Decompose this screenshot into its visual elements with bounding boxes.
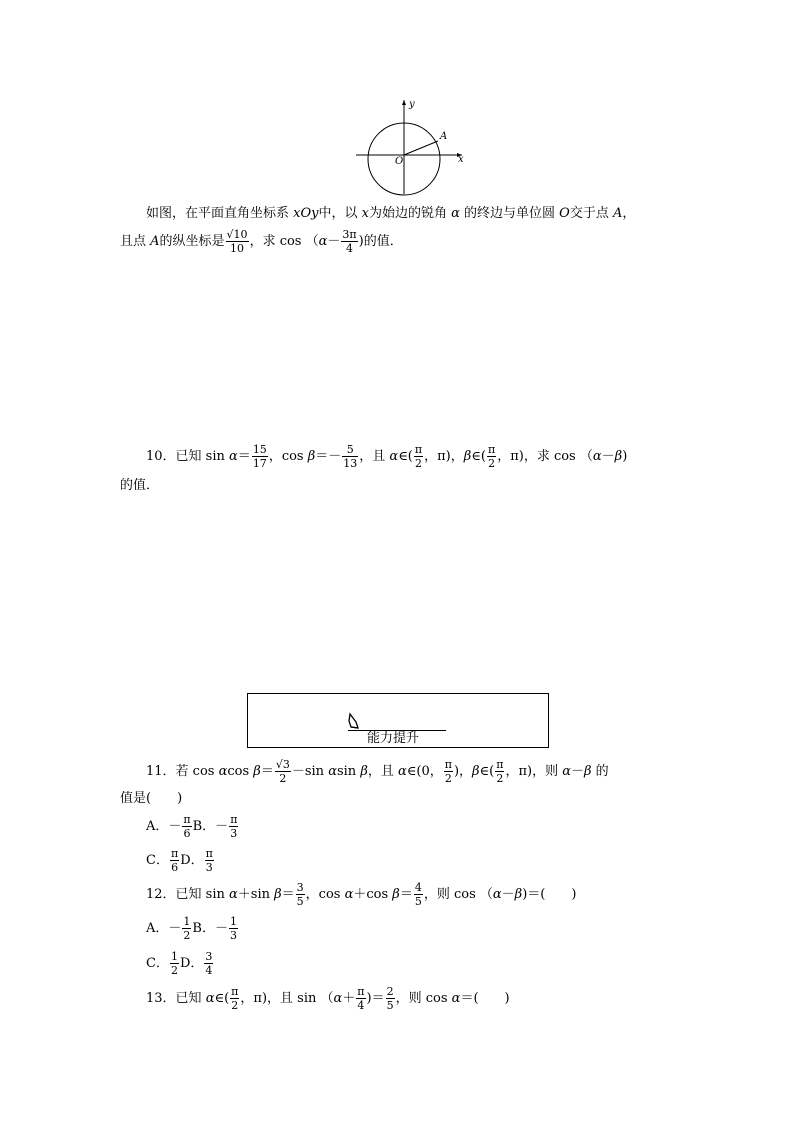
var-alpha: α [333, 991, 343, 1006]
fraction: $\frac{\pi}{2}$ [487, 443, 496, 470]
problem12-options-ab [146, 915, 239, 942]
text: ＝ [237, 449, 251, 464]
option-c-label: C． [146, 853, 169, 868]
var-a: A [612, 206, 623, 221]
text: ，求 cos （ [249, 234, 319, 249]
text: ， [622, 206, 636, 221]
fraction: $\frac{1}{3}$ [229, 915, 237, 942]
var-alpha: α [328, 764, 337, 779]
fraction: $\frac{15}{17}$ [252, 443, 267, 470]
fraction: $\frac{\pi}{3}$ [205, 847, 213, 874]
text: 的终边与单位圆 [459, 206, 560, 221]
var-alpha: α [229, 887, 238, 902]
text: ，π)，且 sin （ [240, 991, 334, 1006]
problem9-line2 [120, 228, 403, 255]
text: 如图，在平面直角坐标系 [146, 206, 294, 221]
problem11-line2: 值是( ) [120, 791, 183, 806]
origin-label: O [395, 156, 404, 167]
var-alpha: α [318, 234, 328, 249]
y-axis-arrow [402, 100, 406, 105]
fraction: $\frac{√3}{2}$ [275, 758, 290, 785]
text: 且点 [120, 234, 151, 249]
text: ＝ [399, 887, 413, 902]
text: ∈(0， [406, 764, 443, 779]
option-d-label: D． [180, 853, 204, 868]
fraction: $\frac{√10}{10}$ [226, 228, 248, 255]
fraction: $\frac{\pi}{3}$ [230, 813, 238, 840]
var-alpha: α [218, 764, 228, 779]
text: )的值． [358, 234, 403, 249]
text: － [501, 887, 515, 902]
fraction: $\frac{\pi}{2}$ [414, 443, 423, 470]
fraction: $\frac{3\pi}{4}$ [342, 228, 357, 255]
fraction: $\frac{3}{5}$ [296, 881, 304, 908]
text: ，π)，求 cos （ [497, 449, 593, 464]
text: ) [622, 449, 628, 464]
problem10-line1 [146, 443, 627, 470]
point-a-label: A [440, 131, 448, 142]
problem11-options-cd [146, 847, 215, 874]
text: ∈( [398, 449, 413, 464]
text: 中，以 [318, 206, 362, 221]
text: ＝ [260, 764, 274, 779]
text: ，且 [359, 449, 390, 464]
banner-title: 能力提升 [367, 731, 420, 746]
text: －sin [291, 764, 329, 779]
fraction: $\frac{\pi}{6}$ [170, 847, 179, 874]
fraction: $\frac{4}{5}$ [414, 881, 422, 908]
text: 12．已知 sin [146, 887, 230, 902]
text: ，且 [367, 764, 398, 779]
fraction: $\frac{5}{13}$ [343, 443, 358, 470]
option-c-label: C． [146, 956, 169, 971]
terminal-side [404, 141, 438, 155]
var-beta: β [360, 764, 368, 779]
text: )＝( ) [522, 887, 577, 902]
fraction: $\frac{\pi}{6}$ [183, 813, 191, 840]
problem10-line2: 的值． [120, 478, 160, 493]
var-beta: β [307, 449, 316, 464]
text: ＋sin [237, 887, 275, 902]
text: 11．若 cos [146, 764, 219, 779]
text: )， [453, 764, 473, 779]
fraction: $\frac{1}{2}$ [170, 950, 178, 977]
y-label: y [409, 99, 415, 110]
var-a: A [150, 234, 160, 249]
text: ＝－ [315, 449, 342, 464]
text: ，cos [268, 449, 308, 464]
var-beta: β [614, 449, 623, 464]
fraction: $\frac{2}{5}$ [386, 985, 394, 1012]
text: ∈( [214, 991, 230, 1006]
var-beta: β [392, 887, 400, 902]
option-a-label: A．－ [146, 921, 182, 936]
var-alpha: α [562, 764, 572, 779]
var-alpha: α [344, 887, 354, 902]
var-alpha: α [451, 991, 461, 1006]
var-beta: β [463, 449, 472, 464]
text: 交于点 [569, 206, 613, 221]
problem9-line1 [146, 206, 635, 222]
fraction: $\frac{\pi}{2}$ [231, 985, 239, 1012]
text: 的 [591, 764, 609, 779]
text: ＝( ) [460, 991, 510, 1006]
text: ，π)， [424, 449, 464, 464]
var-alpha: α [451, 206, 460, 221]
text: ，π)，则 [505, 764, 563, 779]
var-beta: β [514, 887, 523, 902]
var-alpha: α [492, 887, 502, 902]
text: 为始边的锐角 [368, 206, 452, 221]
var-xoy: xOy [293, 206, 319, 221]
text: ，则 cos [395, 991, 452, 1006]
var-alpha: α [592, 449, 602, 464]
text: － [601, 449, 615, 464]
text: 的纵坐标是 [159, 234, 225, 249]
unit-circle-figure [354, 98, 474, 196]
x-label: x [458, 154, 464, 165]
text: ∈( [479, 764, 495, 779]
var-beta: β [472, 764, 480, 779]
fraction: $\frac{\pi}{4}$ [357, 985, 365, 1012]
var-x: x [361, 206, 369, 221]
problem11-line1 [146, 758, 609, 785]
text: ＝ [281, 887, 295, 902]
var-beta: β [274, 887, 282, 902]
problem12-line1 [146, 881, 576, 908]
fraction: $\frac{\pi}{2}$ [444, 758, 452, 785]
option-b-label: B．－ [192, 921, 228, 936]
text: ∈( [471, 449, 486, 464]
fraction: $\frac{\pi}{2}$ [496, 758, 504, 785]
pencil-icon [347, 712, 363, 732]
text: ＋ [342, 991, 356, 1006]
problem12-options-cd [146, 950, 214, 977]
text: cos [227, 764, 254, 779]
option-d-label: D． [179, 956, 204, 971]
var-alpha: α [389, 449, 399, 464]
fraction: $\frac{1}{2}$ [183, 915, 191, 942]
text: ＋cos [353, 887, 393, 902]
option-b-label: B．－ [192, 819, 229, 834]
var-beta: β [584, 764, 592, 779]
var-beta: β [253, 764, 261, 779]
var-alpha: α [205, 991, 215, 1006]
text: sin [336, 764, 361, 779]
var-alpha: α [397, 764, 407, 779]
problem11-options-ab [146, 813, 239, 840]
text: － [571, 764, 585, 779]
var-o: O [559, 206, 570, 221]
text: ，则 cos （ [423, 887, 493, 902]
text: )＝ [366, 991, 385, 1006]
text: 10．已知 sin [146, 449, 230, 464]
text: 13．已知 [146, 991, 206, 1006]
option-a-label: A．－ [146, 819, 182, 834]
problem13-line1 [146, 985, 510, 1012]
fraction: $\frac{3}{4}$ [205, 950, 213, 977]
text: － [327, 234, 341, 249]
var-alpha: α [229, 449, 238, 464]
text: ，cos [305, 887, 345, 902]
